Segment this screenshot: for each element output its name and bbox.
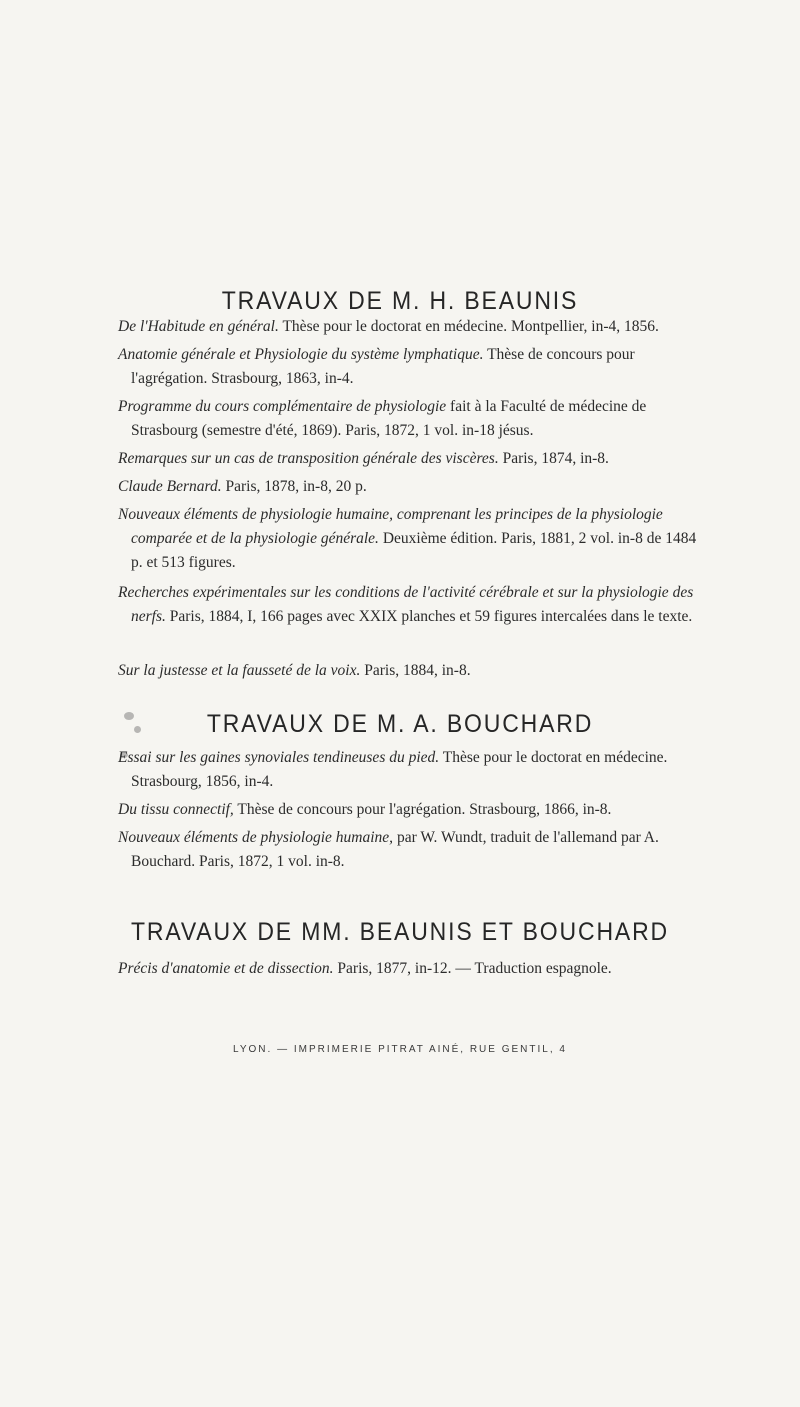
- entry-title: Sur la justesse et la fausseté de la voix.: [118, 662, 361, 679]
- entry-details: Thèse pour le doctorat en médecine. Strasbourg, 1856, in-4.: [131, 749, 668, 790]
- entry-title: Claude Bernard.: [118, 478, 222, 495]
- entry-title: Précis d'anatomie et de dissection.: [118, 960, 334, 977]
- entry-details: Paris, 1884, in-8.: [364, 662, 471, 679]
- bibliography-entry: [118, 475, 711, 499]
- bibliography-entry: [118, 343, 711, 391]
- entry-title: Du tissu connectif,: [118, 801, 234, 818]
- entry-details: Paris, 1877, in-12. — Traduction espagnole.: [337, 960, 612, 977]
- entry-title: Nouveaux éléments de physiologie humaine,: [118, 829, 394, 846]
- bibliography-entry: [118, 826, 711, 874]
- entry-title: Recherches expérimentales sur les conditions de l'activité cérébrale et sur la physiologie des nerfs.: [118, 584, 694, 625]
- bibliography-entry: [118, 395, 711, 443]
- entry-details: Paris, 1874, in-8.: [502, 450, 609, 467]
- entry-title: Nouveaux éléments de physiologie humaine, comprenant les principes de la physiologie comparée et de la physiologie générale.: [118, 506, 663, 547]
- bibliography-entry: [118, 746, 711, 794]
- bibliography-entry: [118, 503, 711, 575]
- entry-details: par W. Wundt, traduit de l'allemand par A. Bouchard. Paris, 1872, 1 vol. in-8.: [131, 829, 659, 870]
- entry-title: Remarques sur un cas de transposition générale des viscères.: [118, 450, 499, 467]
- entry-details: Paris, 1884, I, 166 pages avec XXIX planches et 59 figures intercalées dans le texte.: [169, 608, 693, 625]
- entry-details: fait à la Faculté de médecine de Strasbourg (semestre d'été, 1869). Paris, 1872, 1 vol. in-18 jésus.: [131, 398, 647, 439]
- bibliography-entry: [118, 581, 711, 629]
- entry-title: Essai sur les gaines synoviales tendineuses du pied.: [118, 749, 440, 766]
- entry-title: De l'Habitude en général.: [118, 318, 279, 335]
- entry-details: Deuxième édition. Paris, 1881, 2 vol. in-8 de 1484 p. et 513 figures.: [131, 530, 697, 571]
- section-title-beaunis-bouchard: TRAVAUX DE MM. BEAUNIS ET BOUCHARD: [131, 918, 669, 946]
- entry-details: Thèse pour le doctorat en médecine. Montpellier, in-4, 1856.: [282, 318, 659, 335]
- bibliography-entry: [118, 315, 711, 339]
- bibliography-entry: [118, 447, 711, 471]
- entry-title: Anatomie générale et Physiologie du système lymphatique.: [118, 346, 484, 363]
- section-title-beaunis: TRAVAUX DE M. H. BEAUNIS: [221, 287, 579, 315]
- entry-details: Paris, 1878, in-8, 20 p.: [225, 478, 367, 495]
- entry-details: Thèse de concours pour l'agrégation. Strasbourg, 1863, in-4.: [131, 346, 635, 387]
- entry-title: Programme du cours complémentaire de physiologie: [118, 398, 447, 415]
- entry-details: Thèse de concours pour l'agrégation. Strasbourg, 1866, in-8.: [237, 801, 612, 818]
- bibliography-entry: [118, 659, 711, 683]
- section-title-bouchard: TRAVAUX DE M. A. BOUCHARD: [206, 710, 594, 738]
- printer-imprint: LYON. — IMPRIMERIE PITRAT AINÉ, RUE GENTIL, 4: [233, 1044, 567, 1055]
- bibliography-entry: [118, 957, 711, 981]
- bibliography-entry: [118, 798, 711, 822]
